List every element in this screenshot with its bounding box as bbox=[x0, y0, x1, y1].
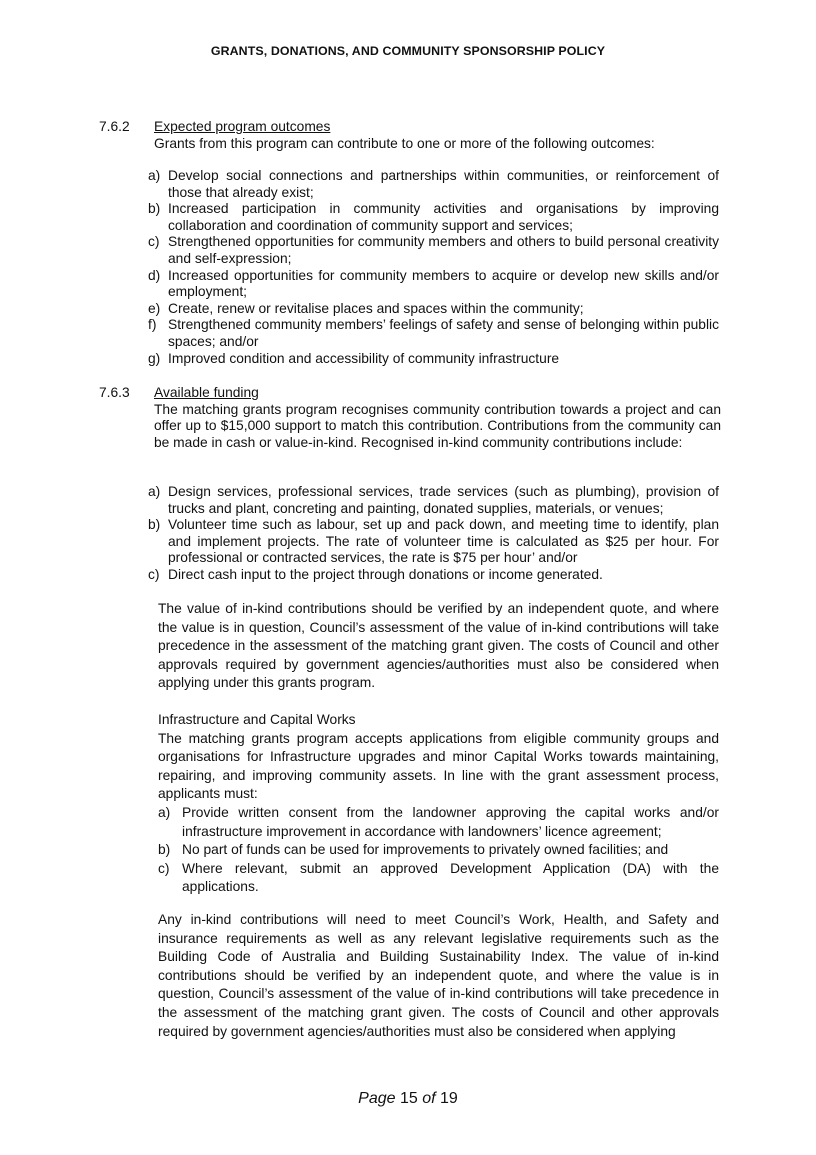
section-7-6-2 bbox=[99, 119, 721, 152]
value-paragraph: The value of in-kind contributions should be verified by an independent quote, and where the value is in question, Council’s assessment of the value of in-kind contributions will take precedence in the assessment of the matching grant given. The costs of Council and other approvals required by government agencies/authorities must also be considered when applying under this grants program. bbox=[158, 601, 719, 691]
list-item: b) Increased participation in community activities and organisations by improving collaboration and coordination of community support and services; bbox=[148, 201, 719, 233]
of-word: of bbox=[422, 1090, 436, 1107]
list-item: d) Increased opportunities for community members to acquire or develop new skills and/or employment; bbox=[148, 267, 719, 300]
list-item: b) Volunteer time such as labour, set up and pack down, and meeting time to identify, plan and implement projects. The rate of volunteer time is calculated as $25 per hour. For professional or contracted services, the rate is $75 per hour’ and/or bbox=[148, 517, 719, 566]
outcomes-list bbox=[148, 168, 719, 367]
list-item: b) No part of funds can be used for improvements to privately owned facilities; and bbox=[158, 842, 669, 858]
page-footer bbox=[0, 1091, 816, 1108]
list-item: e) Create, renew or revitalise places and spaces within the community; bbox=[148, 300, 584, 316]
page-header: GRANTS, DONATIONS, AND COMMUNITY SPONSORSHIP POLICY bbox=[210, 44, 606, 58]
section-title: Available funding bbox=[154, 385, 259, 400]
section-number: 7.6.3 bbox=[99, 385, 130, 400]
page-word: Page bbox=[358, 1090, 396, 1107]
list-item: c) Strengthened opportunities for community members and others to build personal creativity and self-expression; bbox=[148, 234, 719, 266]
list-item: a) Develop social connections and partnerships within communities, or reinforcement of those that already exist; bbox=[148, 168, 719, 200]
list-item: c) Where relevant, submit an approved Development Application (DA) with the applications. bbox=[158, 860, 719, 895]
section-intro: The matching grants program recognises community contribution towards a project and can offer up to $15,000 support to match this contribution. Contributions from the community can be made in cash or value-in-kind. Recognised in-kind community contributions include: bbox=[154, 401, 721, 450]
list-item: f) Strengthened community members’ feelings of safety and sense of belonging within public spaces; and/or bbox=[148, 317, 719, 349]
inkind-paragraph: Any in-kind contributions will need to meet Council’s Work, Health, and Safety and insurance requirements as well as any relevant legislative requirements such as the Building Code of Australia and Building Sustainability Index. The value of in-kind contributions should be verified by an independent quote, and where the value is in question, Council’s assessment of the value of in-kind contributions will take precedence in the assessment of the matching grant given. The costs of Council and other approvals required by government agencies/authorities must also be considered when applying bbox=[158, 912, 719, 1039]
infrastructure-block bbox=[158, 711, 719, 897]
infrastructure-intro: The matching grants program accepts applications from eligible community groups and organisations for Infrastructure upgrades and minor Capital Works towards maintaining, repairing, and improving community assets. In line with the grant assessment process, applicants must: bbox=[158, 730, 719, 802]
section-7-6-3 bbox=[99, 385, 721, 451]
section-intro: Grants from this program can contribute to one or more of the following outcomes: bbox=[154, 135, 655, 151]
section-number: 7.6.2 bbox=[99, 119, 130, 134]
contributions-list bbox=[148, 484, 719, 584]
list-item: a) Provide written consent from the landowner approving the capital works and/or infrastructure improvement in accordance with landowners’ licence agreement; bbox=[158, 804, 719, 839]
subheading: Infrastructure and Capital Works bbox=[158, 712, 356, 727]
section-title: Expected program outcomes bbox=[154, 119, 331, 134]
page-total: 19 bbox=[440, 1090, 458, 1107]
page-number: 15 bbox=[399, 1090, 418, 1107]
list-item: a) Design services, professional services, trade services (such as plumbing), provision of trucks and plant, concreting and painting, donated supplies, materials, or venues; bbox=[148, 484, 719, 516]
list-item: g) Improved condition and accessibility of community infrastructure bbox=[148, 350, 560, 366]
list-item: c) Direct cash input to the project through donations or income generated. bbox=[148, 566, 603, 582]
